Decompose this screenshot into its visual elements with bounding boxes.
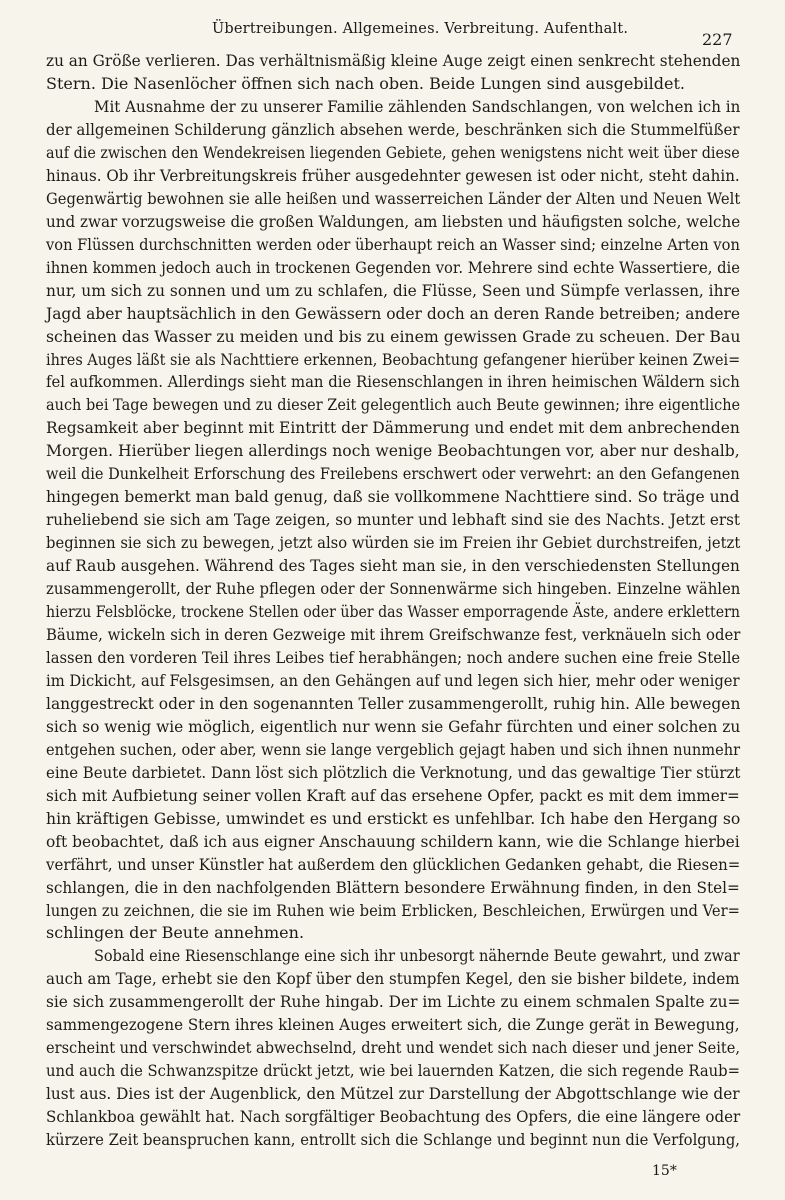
running-header: Übertreibungen. Allgemeines. Verbreitung. Aufenthalt.	[212, 21, 629, 37]
text-line: Sobald eine Riesenschlange eine sich ihr unbesorgt nähernde Beute gewahrt, und zwar	[94, 946, 740, 966]
text-line: hierzu Felsblöcke, trockene Stellen oder über das Wasser emporragende Äste, andere erklettern	[46, 602, 740, 621]
text-line: Jagd aber hauptsächlich in den Gewässern oder doch an deren Rande betreiben; andere	[46, 303, 741, 323]
text-line: auf Raub ausgehen. Während des Tages sieht man sie, in den verschiedensten Stellungen	[46, 556, 740, 576]
text-line: Mit Ausnahme der zu unserer Familie zählenden Sandschlangen, von welchen ich in	[94, 96, 741, 116]
text-line: von Flüssen durchschnitten werden oder überhaupt reich an Wasser sind; einzelne Arten von	[46, 234, 740, 254]
text-line: eine Beute darbietet. Dann löst sich plötzlich die Verknotung, und das gewaltige Tier stürzt	[46, 762, 741, 782]
text-line: hingegen bemerkt man bald genug, daß sie vollkommene Nachttiere sind. So träge und	[46, 487, 740, 507]
page-number: 227	[702, 30, 733, 49]
text-line: zu an Größe verlieren. Das verhältnismäßig kleine Auge zeigt einen senkrecht stehenden	[46, 51, 741, 70]
text-line: hinaus. Ob ihr Verbreitungskreis früher ausgedehnter gewesen ist oder nicht, steht dahin.	[46, 165, 740, 185]
text-line: im Dickicht, auf Felsgesimsen, an den Gehängen auf und legen sich hier, mehr oder weniger	[46, 670, 740, 690]
text-line: und auch die Schwanzspitze drückt jetzt, wie bei lauernden Katzen, die sich regende Raub=	[46, 1061, 741, 1081]
text-line: Regsamkeit aber beginnt mit Eintritt der Dämmerung und endet mit dem anbrechenden	[46, 418, 740, 438]
text-line: oft beobachtet, daß ich aus eigner Anschauung schildern kann, wie die Schlange hierbei	[46, 831, 740, 851]
text-line: und zwar vorzugsweise die großen Waldungen, am liebsten und häufigsten solche, welche	[46, 211, 741, 231]
text-line: ihnen kommen jedoch auch in trockenen Gegenden vor. Mehrere sind echte Wassertiere, die	[46, 257, 740, 277]
text-line: auch am Tage, erhebt sie den Kopf über den stumpfen Kegel, den sie bisher bildete, indem	[46, 969, 740, 989]
text-line: beginnen sie sich zu bewegen, jetzt also würden sie im Freien ihr Gebiet durchstreifen, jetzt	[46, 533, 741, 553]
text-line: sie sich zusammengerollt der Ruhe hingab. Der im Lichte zu einem schmalen Spalte zu=	[46, 992, 741, 1012]
text-line: lassen den vorderen Teil ihres Leibes tief herabhängen; noch andere suchen eine freie Stelle	[46, 647, 741, 667]
text-line: ihres Auges läßt sie als Nachttiere erkennen, Beobachtung gefangener hierüber keinen Zwei=	[46, 349, 741, 369]
text-line: langgestreckt oder in den sogenannten Teller zusammengerollt, ruhig hin. Alle bewegen	[46, 693, 741, 713]
text-line: Bäume, wickeln sich in deren Gezweige mit ihrem Greifschwanze fest, verknäueln sich oder	[46, 625, 741, 644]
text-line: scheinen das Wasser zu meiden und bis zu einem gewissen Grade zu scheuen. Der Bau	[46, 326, 741, 346]
text-line: erscheint und verschwindet abwechselnd, dreht und wendet sich nach dieser und jener Seite,	[46, 1038, 741, 1058]
text-line: zusammengerollt, der Ruhe pflegen oder der Sonnenwärme sich hingeben. Einzelne wählen	[46, 579, 741, 598]
text-line: Schlankboa gewählt hat. Nach sorgfältiger Beobachtung des Opfers, die eine längere oder	[46, 1107, 741, 1127]
text-line: entgehen suchen, oder aber, wenn sie lange vergeblich gejagt haben und sich ihnen nunmehr	[46, 739, 741, 759]
text-line: sich mit Aufbietung seiner vollen Kraft auf das ersehene Opfer, packt es mit dem immer=	[46, 785, 740, 805]
text-line: sich so wenig wie möglich, eigentlich nur wenn sie Gefahr fürchten und einer solchen zu	[46, 716, 741, 736]
text-line: lungen zu zeichnen, die sie im Ruhen wie beim Erblicken, Beschleichen, Erwürgen und Ver=	[46, 900, 740, 920]
text-line: auf die zwischen den Wendekreisen liegenden Gebiete, gehen wenigstens nicht weit über diese	[46, 142, 740, 162]
text-line: auch bei Tage bewegen und zu dieser Zeit gelegentlich auch Beute gewinnen; ihre eigentliche	[46, 395, 741, 415]
text-line: Morgen. Hierüber liegen allerdings noch wenige Beobachtungen vor, aber nur deshalb,	[46, 441, 740, 461]
signature-mark: 15*	[652, 1163, 677, 1179]
text-line: verfährt, und unser Künstler hat außerdem den glücklichen Gedanken gehabt, die Riesen=	[46, 854, 741, 874]
text-line: Gegenwärtig bewohnen sie alle heißen und wasserreichen Länder der Alten und Neuen Welt	[46, 188, 741, 208]
text-line: nur, um sich zu sonnen und um zu schlafen, die Flüsse, Seen und Sümpfe verlassen, ihre	[46, 280, 741, 300]
text-line: der allgemeinen Schilderung gänzlich absehen werde, beschränken sich die Stummelfüßer	[46, 119, 740, 139]
text-line: ruheliebend sie sich am Tage zeigen, so munter und lebhaft sind sie des Nachts. Jetzt erst	[46, 510, 740, 530]
text-line: schlangen, die in den nachfolgenden Blättern besondere Erwähnung finden, in den Stel=	[46, 877, 740, 897]
text-line: lust aus. Dies ist der Augenblick, den Mützel zur Darstellung der Abgottschlange wie der	[46, 1084, 740, 1104]
text-line: sammengezogene Stern ihres kleinen Auges erweitert sich, die Zunge gerät in Bewegung,	[46, 1015, 740, 1035]
text-line: schlingen der Beute annehmen.	[46, 923, 305, 943]
text-line: kürzere Zeit beanspruchen kann, entrollt sich die Schlange und beginnt nun die Verfolgung,	[46, 1130, 740, 1149]
text-line: Stern. Die Nasenlöcher öffnen sich nach oben. Beide Lungen sind ausgebildet.	[46, 74, 685, 93]
text-line: weil die Dunkelheit Erforschung des Freilebens erschwert oder verwehrt: an den Gefangenen	[46, 464, 740, 484]
text-line: hin kräftigen Gebisse, umwindet es und erstickt es unfehlbar. Ich habe den Hergang so	[46, 808, 741, 828]
text-line: fel aufkommen. Allerdings sieht man die Riesenschlangen in ihren heimischen Wäldern sich	[46, 372, 740, 392]
